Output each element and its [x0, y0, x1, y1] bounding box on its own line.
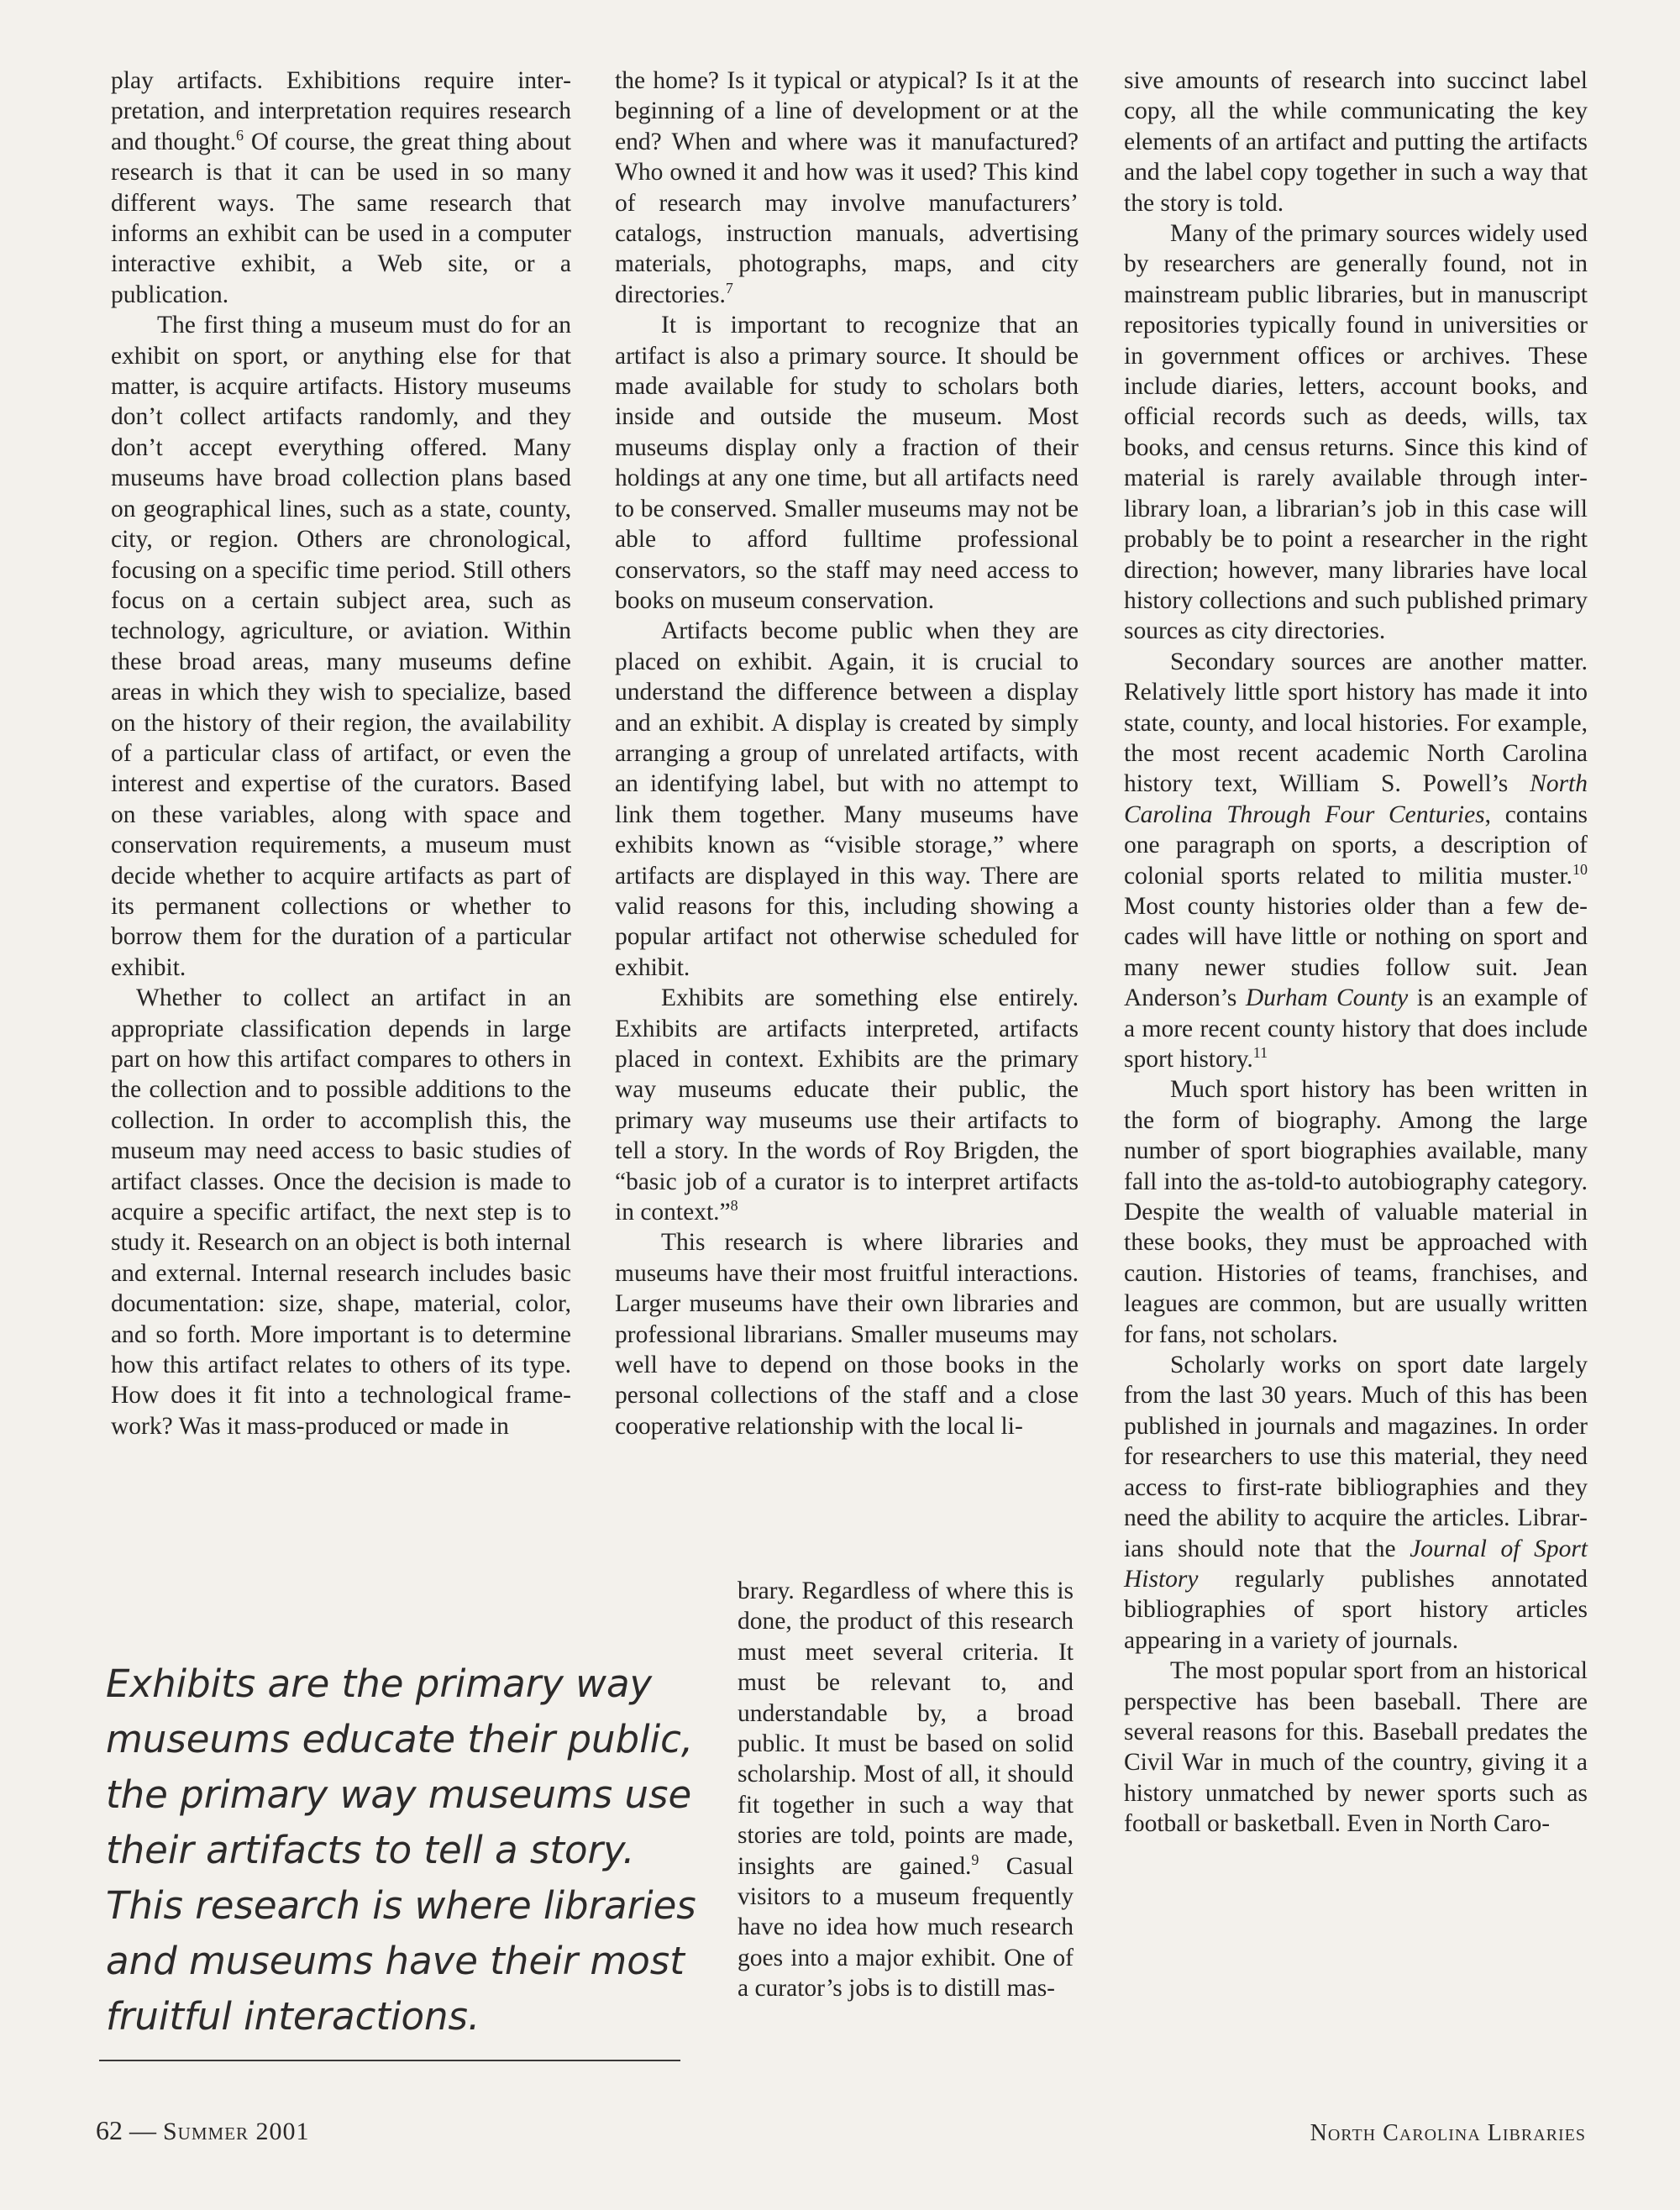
- footnote-ref: 6: [236, 126, 244, 144]
- pull-quote-line: the primary way museums use: [106, 1772, 692, 1817]
- paragraph: The most popular sport from an historical perspective has been baseball. There are several reasons for this. Baseball predates the Civil War in much of the country, giving it a history unmatched by newer sports such as football or basketball. Even in North Caro-: [1124, 1657, 1588, 1838]
- journal-title: Journal of Sport History: [1124, 1535, 1588, 1593]
- pull-quote-line: Exhibits are the primary way: [106, 1661, 653, 1706]
- paragraph: sive amounts of research into succinct label copy, all the while communicating the key elements of an artifact and putting the artifacts and the label copy together in such a way that the story is told.: [1124, 67, 1588, 217]
- text-column-middle: [615, 66, 1079, 1441]
- paragraph-text: Of course, the great thing about research is that it can be used in so many different ways. The same research that informs an exhibit can be used in a computer interactive exhibit, a Web site, or a publication.: [111, 128, 571, 308]
- publication-name: North Carolina Libraries: [1310, 2120, 1586, 2146]
- paragraph: The first thing a museum must do for an exhibit on sport, or anything else for that matter, is acquire artifacts. History museums don’t collect artifacts randomly, and they don’t accept everything offered. Many museums have broad collection plans based on geographical lines, such as a state, county, city, or region. Others are chronological, focusing on a specific time period. Still others focus on a certain subject area, such as technology, agriculture, or aviation. Within these broad areas, many museums define areas in which they wish to specialize, based on the history of their region, the availability of a particular class of artifact, or even the interest and expertise of the curators. Based on these variables, along with space and conservation requirements, a museum must decide whether to acquire artifacts as part of its permanent collections or whether to borrow them for the duration of a particular exhibit.: [111, 312, 571, 981]
- paragraph: [615, 983, 1079, 1227]
- paragraph-text: the home? Is it typical or atypical? Is it at the beginning of a line of development or at the end? When and where was it manufactured? Who owned it and how was it used? This kind of research may involve manufacturers’ catalogs, instruction manuals, advertising materials, photographs, maps, and city directories.: [615, 67, 1079, 308]
- paragraph-text: , contains one paragraph on sports, a description of colonial sports related to militia muster.: [1124, 801, 1588, 890]
- paragraph-text: Most county histories older than a few decades will have little or nothing on sport and many newer studies follow suit. Jean Anderson’s: [1124, 892, 1588, 1012]
- text-column-left: [111, 66, 571, 1441]
- text-column-middle-continued: [738, 1576, 1074, 2004]
- footnote-ref: 7: [725, 279, 733, 297]
- pull-quote-line: museums educate their public,: [106, 1717, 694, 1761]
- paragraph-text: regularly publishes annotated bibliographies of sport history articles appearing in a variety of journals.: [1124, 1565, 1588, 1654]
- paragraph: [738, 1576, 1074, 2004]
- footnote-ref: 11: [1252, 1044, 1268, 1061]
- paragraph: Artifacts become public when they are placed on exhibit. Again, it is crucial to understand the difference between a display and an exhibit. A display is created by simply arranging a group of unrelated artifacts, with an identifying label, but with no attempt to link them together. Many museums have exhibits known as “visible storage,” where artifacts are displayed in this way. There are valid reasons for this, including showing a popular artifact not otherwise scheduled for exhibit.: [615, 617, 1079, 981]
- pull-quote-line: fruitful interactions.: [106, 1994, 480, 2039]
- paragraph: Much sport history has been written in the form of biography. Among the large number of sport biographies available, many fall into the as-told-to autobiography category. Despite the wealth of valuable material in these books, they must be approached with caution. Histories of teams, franchises, and leagues are common, but are usually written for fans, not scholars.: [1124, 1076, 1588, 1348]
- paragraph: [1124, 1350, 1588, 1656]
- paragraph-text: Casual visitors to a museum frequently have no idea how much research goes into a major exhibit. One of a curator’s jobs is to distill mas-: [738, 1852, 1074, 2003]
- pull-quote-line: their artifacts to tell a story.: [106, 1828, 635, 1872]
- book-title: Durham County: [1245, 984, 1409, 1012]
- paragraph: Many of the primary sources widely used by researchers are generally found, not in mainstream public libraries, but in manuscript repositories typically found in universities or in government offices or archives. These include diaries, letters, account books, and official records such as deeds, wills, tax books, and census returns. Since this kind of material is rarely available through interlibrary loan, a librarian’s job in this case will probably be to point a researcher in the right direction; however, many libraries have local history collections and such published primary sources as city directories.: [1124, 220, 1588, 645]
- footnote-ref: 8: [730, 1197, 738, 1215]
- pull-quote-line: This research is where libraries: [106, 1883, 696, 1928]
- paragraph-text: brary. Regardless of where this is done, the product of this research must meet several criteria. It must be relevant to, and understandable by, a broad public. It must be based on solid scholarship. Most of all, it should fit together in such a way that stories are told, points are made, insights are gained.: [738, 1577, 1074, 1880]
- page-number: 62: [96, 2115, 123, 2145]
- paragraph: This research is where libraries and museums have their most fruitful interactions. Larger museums have their own libraries and professional librarians. Smaller museums may well have to depend on those books in the personal collections of the staff and a close cooperative relationship with the local li-: [615, 1229, 1079, 1440]
- footer-dash: —: [129, 2115, 156, 2145]
- paragraph-text: play artifacts. Exhibitions require interpretation, and interpretation requires research and thought.: [111, 67, 571, 155]
- pull-quote-line: and museums have their most: [106, 1939, 685, 1983]
- paragraph: [615, 66, 1079, 310]
- footnote-ref: 9: [971, 1850, 979, 1868]
- pull-quote-rule: [99, 2060, 680, 2061]
- paragraph-text: Secondary sources are another matter. Relatively little sport history has made it into state, county, and local histories. For example, the most recent academic North Carolina history text, William S. Powell’s: [1124, 648, 1588, 798]
- issue-date: Summer 2001: [163, 2118, 310, 2145]
- book-title: North Carolina Through Four Centuries: [1124, 770, 1588, 828]
- footnote-ref: 10: [1572, 860, 1588, 878]
- pull-quote: [106, 1656, 694, 2045]
- paragraph-text: Exhibits are something else entirely. Exhibits are artifacts interpreted, artifacts placed in context. Exhibits are the primary way museums educate their public, the primary way museums use their artifacts to tell a story. In the words of Roy Brigden, the “basic job of a curator is to interpret artifacts in context.”: [615, 984, 1079, 1226]
- text-column-right: [1124, 66, 1588, 1840]
- paragraph: [1124, 647, 1588, 1075]
- paragraph: [111, 66, 571, 310]
- paragraph: Whether to collect an artifact in an appropriate classification depends in large part on how this artifact compares to others in the collection and to possible additions to the collection. In order to accomplish this, the museum may need access to basic studies of artifact classes. Once the decision is made to acquire a specific artifact, the next step is to study it. Research on an object is both internal and external. Internal research includes basic documentation: size, shape, material, color, and so forth. More important is to determine how this artifact relates to others of its type. How does it fit into a technological framework? Was it mass-produced or made in: [111, 984, 571, 1440]
- footer-folio: [96, 2115, 310, 2146]
- paragraph-text: is an example of a more recent county history that does include sport history.: [1124, 984, 1588, 1073]
- paragraph-text: Scholarly works on sport date largely from the last 30 years. Much of this has been published in journals and magazines. In order for researchers to use this material, they need access to first-rate bibliographies and they need the ability to acquire the articles. Librarians should note that the: [1124, 1352, 1588, 1562]
- paragraph: It is important to recognize that an artifact is also a primary source. It should be made available for study to scholars both inside and outside the museum. Most museums display only a fraction of their holdings at any one time, but all artifacts need to be conserved. Smaller museums may not be able to afford fulltime professional conservators, so the staff may need access to books on museum conservation.: [615, 312, 1079, 614]
